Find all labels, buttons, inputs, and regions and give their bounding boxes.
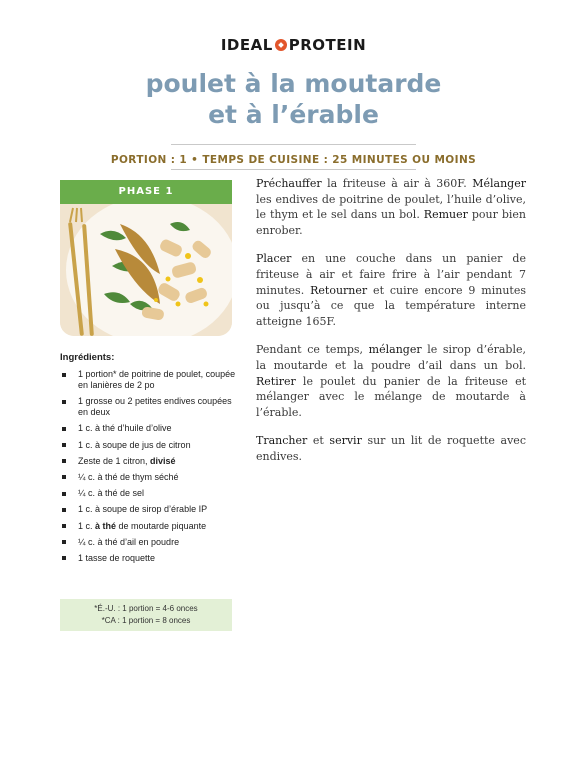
step-verb: Préchauffer [256, 177, 322, 190]
step-verb: Retourner [310, 283, 368, 297]
ingredient-item [62, 396, 242, 418]
ingredient-text: 1 c. à soupe de sirop d’érable IP [78, 504, 208, 515]
step-text: et [307, 434, 330, 448]
ingredient-text: 1 grosse ou 2 petites endives coupées en deux [78, 396, 232, 418]
ingredient-text: 1 c. à soupe de jus de citron [78, 439, 191, 450]
title-line-1: poulet à la moutarde [145, 69, 442, 98]
ingredient-item [62, 488, 242, 499]
ingredient-text: 1 tasse de roquette [78, 552, 156, 563]
recipe-title [0, 68, 587, 130]
step-text: sur un lit de roquette avec endives. [256, 434, 526, 463]
instruction-step-4 [256, 433, 526, 464]
ingredient-text: 1 portion* de poitrine de poulet, coupée en lanières de 2 po [78, 369, 236, 390]
divider-bottom [171, 169, 416, 170]
ingredient-emphasis: à thé [95, 520, 117, 531]
ingredient-text: ¼ c. à thé d’ail en poudre [78, 536, 180, 547]
step-text: Pendant ce temps, [256, 343, 369, 357]
step-verb: Mélanger [472, 177, 526, 190]
recipe-photo-illustration [60, 204, 232, 336]
instruction-step-2 [256, 251, 526, 329]
ingredient-item [62, 456, 242, 467]
portion-note-us: *É.-U. : 1 portion = 4-6 onces [94, 604, 198, 613]
phase-banner: PHASE 1 [60, 180, 232, 204]
ingredient-emphasis: divisé [150, 455, 176, 466]
ingredient-text: ¼ c. à thé de thym séché [78, 471, 179, 482]
step-text: et cuire encore 9 minutes ou jusqu’à ce que la température interne atteigne 165F. [256, 283, 527, 328]
ingredient-text-after: de moutarde piquante [116, 520, 207, 531]
ingredient-text: Zeste de 1 citron, [78, 455, 151, 466]
step-verb: Placer [256, 252, 292, 266]
ingredient-text: ¼ c. à thé de sel [78, 488, 145, 499]
portion-note [60, 599, 232, 631]
recipe-photo [60, 204, 232, 336]
step-verb: Trancher [256, 434, 308, 448]
ingredient-item [62, 472, 242, 483]
ingredients-list [62, 369, 242, 569]
instruction-step-3 [256, 342, 526, 420]
ingredient-item [62, 440, 242, 451]
logo-mark-icon [275, 39, 287, 51]
divider-top [171, 144, 416, 145]
step-text: la friteuse à air à 360F. [321, 177, 473, 190]
instruction-step-1 [256, 176, 526, 238]
step-text: le poulet du panier de la friteuse et mélanger avec le mélange de moutarde à l’érable. [256, 374, 526, 419]
brand-right: PROTEIN [288, 36, 367, 54]
ingredient-text: 1 c. [78, 520, 96, 531]
ingredient-item [62, 521, 242, 532]
ingredient-item [62, 423, 242, 434]
step-text: pour bien enrober. [256, 208, 526, 237]
ingredient-item [62, 369, 242, 391]
step-verb: servir [329, 434, 362, 448]
ingredient-item [62, 504, 242, 515]
step-verb: Retirer [256, 374, 296, 388]
portion-time-info: PORTION : 1 • TEMPS DE CUISINE : 25 MINUTES OU MOINS [110, 154, 477, 166]
step-text: en une couche dans un panier de friteuse à air et faire frire à l’air pendant 7 minutes. [256, 252, 526, 297]
ingredient-item [62, 553, 242, 564]
instructions [256, 176, 526, 478]
step-verb: Remuer [423, 208, 468, 222]
title-line-2: et à l’érable [208, 100, 379, 129]
ingredients-heading: Ingrédients: [60, 352, 115, 363]
step-text: les endives de poitrine de poulet, l’huile d’olive, le thym et le sel dans un bol. [256, 192, 526, 222]
step-verb: mélanger [368, 343, 422, 357]
ingredient-item [62, 537, 242, 548]
step-text: le sirop d’érable, la moutarde et la poudre d’ail dans un bol. [256, 343, 526, 372]
brand-left: IDEAL [220, 36, 273, 54]
ingredient-text: 1 c. à thé d’huile d’olive [78, 423, 172, 434]
brand-logo [0, 36, 587, 54]
portion-note-ca: *CA : 1 portion = 8 onces [101, 616, 191, 625]
